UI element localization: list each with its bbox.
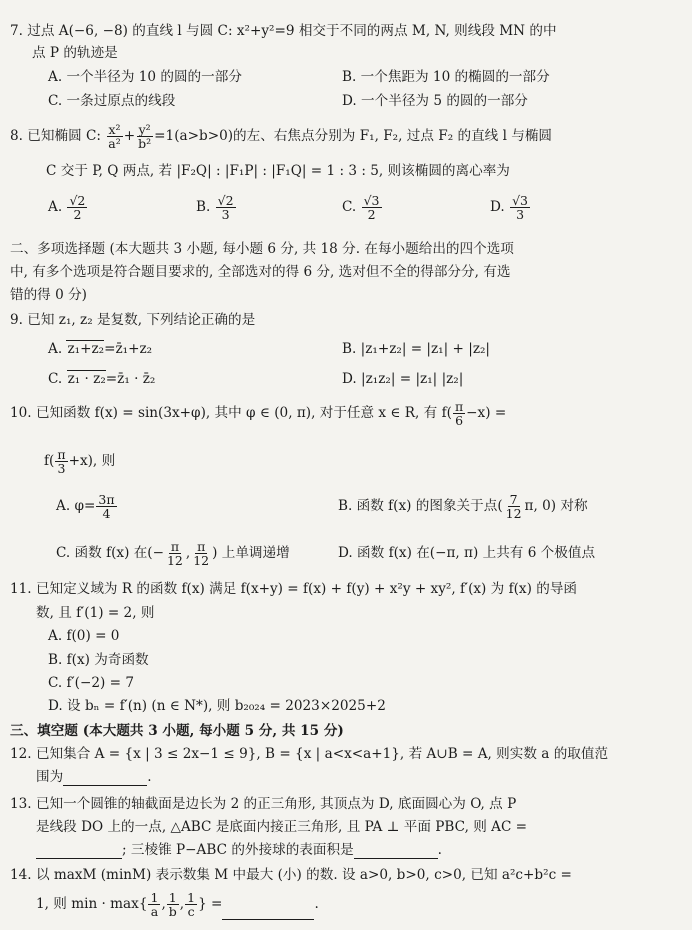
q10-c-num-2: π (197, 539, 206, 554)
q10-b-fraction (504, 493, 524, 520)
q10-b-num: 7 (509, 492, 518, 507)
q14-frac-b (167, 891, 179, 918)
q7-stem-line1: 7. 过点 A(−6, −8) 的直线 l 与圆 C: x²+y²=9 相交于不同的两点 M, N, 则线段 MN 的中 (10, 23, 557, 39)
q14-one-c: 1 (187, 890, 196, 905)
q10-three: 3 (57, 461, 66, 476)
q14-den-b: b (168, 904, 177, 919)
q7-option-d: D. 一个半径为 5 的圆的一部分 (342, 93, 528, 109)
q9-c-rest: =z̄₁ · z̄₂ (105, 371, 156, 387)
q10-stem-prefix: 10. 已知函数 f(x) = sin(3x+φ), 其中 φ ∈ (0, π), 对于任意 x ∈ R, 有 f( (10, 405, 452, 421)
q10-b-den: 12 (505, 506, 522, 521)
q10-six: 6 (455, 413, 464, 428)
q10-c-num-1: π (170, 539, 180, 554)
q9-a-label: A. (48, 341, 63, 357)
q8-a-den: 2 (73, 207, 82, 222)
q8-d-num: √3 (512, 193, 528, 208)
q8-frac1-den: a² (108, 136, 121, 151)
q10-option-d: D. 函数 f(x) 在(−π, π) 上共有 6 个极值点 (338, 545, 596, 561)
q8-fraction-x (106, 123, 122, 150)
q10-f-open: f( (44, 453, 55, 469)
q8-fraction-y (136, 123, 153, 150)
q8-d-den: 3 (516, 207, 525, 222)
q14-comma-1: , (161, 896, 166, 912)
q8-b-num: √2 (217, 193, 234, 208)
q8-option-a (48, 192, 88, 222)
q8-b-label: B. (196, 199, 211, 215)
q10-a-num: 3π (98, 492, 115, 507)
q8-option-b (196, 192, 237, 222)
q8-frac1-num: x² (108, 122, 121, 137)
q13-stem-text: ; 三棱锥 P−ABC 的外接球的表面积是 (122, 842, 354, 858)
q10-pi-over-6 (453, 400, 465, 427)
q10-b-suffix: π, 0) 对称 (524, 498, 588, 514)
q11-option-a: A. f(0) = 0 (48, 628, 120, 644)
q10-option-a (56, 490, 118, 522)
q9-c-conjugate: z₁ · z₂ (67, 371, 106, 387)
q12-stem-line2 (36, 768, 152, 786)
q14-stem-line1: 14. 以 maxM (minM) 表示数集 M 中最大 (小) 的数. 设 a>0, b>0, c>0, 已知 a²c+b²c = (10, 867, 572, 883)
q14-comma-2: , (179, 896, 185, 912)
q8-a-fraction (67, 194, 87, 221)
q8-plus: + (123, 128, 136, 144)
q9-a-conjugate: z₁+z₂ (67, 341, 105, 357)
q10-c-suffix: ) 上单调递增 (212, 545, 290, 561)
q10-pi: π (454, 399, 464, 414)
q11-stem-line2: 数, 且 f′(1) = 2, 则 (36, 605, 155, 621)
q13-stem-line2: 是线段 DO 上的一点, △ABC 是底面内接正三角形, 且 PA ⊥ 平面 PBC, 则 AC = (36, 819, 528, 835)
q14-frac-c (185, 891, 197, 918)
q8-d-fraction (510, 194, 530, 221)
q14-frac-a (148, 891, 160, 918)
q12-stem-line1: 12. 已知集合 A = {x | 3 ≤ 2x−1 ≤ 9}, B = {x | a<x<a+1}, 若 A∪B = A, 则实数 a 的取值范 (10, 746, 609, 762)
q12-answer-blank[interactable] (63, 771, 147, 786)
q8-option-c (342, 192, 383, 222)
q12-period: . (147, 769, 152, 785)
q10-option-c (56, 537, 290, 569)
q13-answer-blank-1[interactable] (36, 844, 122, 859)
q14-period: . (314, 896, 319, 912)
q14-den-a: a (150, 904, 159, 919)
q8-c-num: √3 (363, 193, 380, 208)
q8-a-label: A. (48, 199, 63, 215)
q10-stem-tail: +x), 则 (68, 453, 116, 469)
q8-stem-line1 (10, 122, 552, 150)
q14-den-c: c (187, 904, 195, 919)
q14-stem-line2 (36, 888, 319, 920)
q10-stem-line2 (44, 446, 115, 476)
q10-a-label: A. φ= (56, 498, 96, 514)
q10-c-comma: , (185, 545, 191, 561)
q13-stem-line1: 13. 已知一个圆锥的轴截面是边长为 2 的正三角形, 其顶点为 D, 底面圆心为 O, 点 P (10, 796, 517, 812)
q13-period: . (437, 842, 442, 858)
q10-c-fraction-1 (165, 540, 185, 567)
q14-close: } = (198, 896, 223, 912)
section2-header-line3: 错的得 0 分) (10, 287, 87, 303)
q12-stem-text: 围为 (36, 769, 64, 785)
q11-option-b: B. f(x) 为奇函数 (48, 652, 149, 668)
q8-d-label: D. (490, 199, 505, 215)
q8-option-d (490, 192, 531, 222)
q9-c-label: C. (48, 371, 63, 387)
q11-option-c: C. f′(−2) = 7 (48, 675, 135, 691)
q8-c-label: C. (342, 199, 357, 215)
q14-one-a: 1 (150, 890, 159, 905)
q13-answer-blank-2[interactable] (354, 844, 438, 859)
q14-one-b: 1 (168, 890, 177, 905)
q9-option-b: B. |z₁+z₂| = |z₁| + |z₂| (342, 341, 491, 357)
q10-a-den: 4 (102, 506, 111, 521)
q9-stem: 9. 已知 z₁, z₂ 是复数, 下列结论正确的是 (10, 312, 256, 328)
q9-option-a (48, 340, 152, 358)
q14-answer-blank[interactable] (222, 905, 314, 920)
q10-a-fraction (96, 493, 116, 520)
q8-stem-rest: =1(a>b>0)的左、右焦点分别为 F₁, F₂, 过点 F₂ 的直线 l 与椭圆 (154, 128, 553, 144)
q9-option-c (48, 370, 155, 388)
q11-stem-line1: 11. 已知定义域为 R 的函数 f(x) 满足 f(x+y) = f(x) + f(y) + x²y + xy², f′(x) 为 f(x) 的导函 (10, 581, 578, 597)
q8-c-den: 2 (367, 207, 376, 222)
q8-stem-prefix: 8. 已知椭圆 C: (10, 128, 101, 144)
q8-stem-line2: C 交于 P, Q 两点, 若 |F₂Q| : |F₁P| : |F₁Q| = 1 : 3 : 5, 则该椭圆的离心率为 (46, 163, 510, 179)
section2-header-line1: 二、多项选择题 (本大题共 3 小题, 每小题 6 分, 共 18 分. 在每小题给出的四个选项 (10, 241, 514, 257)
section2-header-line2: 中, 有多个选项是符合题目要求的, 全部选对的得 6 分, 选对但不全的得部分分, 有选 (10, 264, 511, 280)
q10-pi-2: π (57, 447, 66, 462)
q9-option-d: D. |z₁z₂| = |z₁| |z₂| (342, 371, 464, 387)
q8-a-num: √2 (69, 193, 86, 208)
q10-c-den-2: 12 (193, 553, 210, 568)
q13-stem-line3 (36, 841, 442, 859)
section3-header: 三、填空题 (本大题共 3 小题, 每小题 5 分, 共 15 分) (10, 723, 344, 739)
q10-c-fraction-2 (191, 540, 211, 567)
q8-b-den: 3 (221, 207, 230, 222)
q10-b-prefix: B. 函数 f(x) 的图象关于点( (338, 498, 503, 514)
q7-stem-line2: 点 P 的轨迹是 (32, 45, 118, 61)
q10-stem-line1 (10, 398, 506, 428)
q10-c-prefix: C. 函数 f(x) 在(− (56, 545, 164, 561)
q8-frac2-num: y² (138, 122, 151, 137)
q10-option-b (338, 490, 588, 522)
q7-option-b: B. 一个焦距为 10 的椭圆的一部分 (342, 69, 550, 85)
q10-pi-over-3 (55, 448, 67, 475)
q8-frac2-den: b² (138, 136, 152, 151)
q7-option-a: A. 一个半径为 10 的圆的一部分 (48, 69, 242, 85)
q11-option-d: D. 设 bₙ = f′(n) (n ∈ N*), 则 b₂₀₂₄ = 2023×2025+2 (48, 698, 386, 714)
q8-b-fraction (216, 194, 236, 221)
q9-a-rest: =z̄₁+z₂ (104, 341, 153, 357)
q10-stem-rest: −x) = (466, 405, 507, 421)
q8-c-fraction (362, 194, 382, 221)
q10-c-den-1: 12 (166, 553, 183, 568)
q7-option-c: C. 一条过原点的线段 (48, 93, 176, 109)
q14-min-max-prefix: 1, 则 min · max{ (36, 896, 148, 912)
